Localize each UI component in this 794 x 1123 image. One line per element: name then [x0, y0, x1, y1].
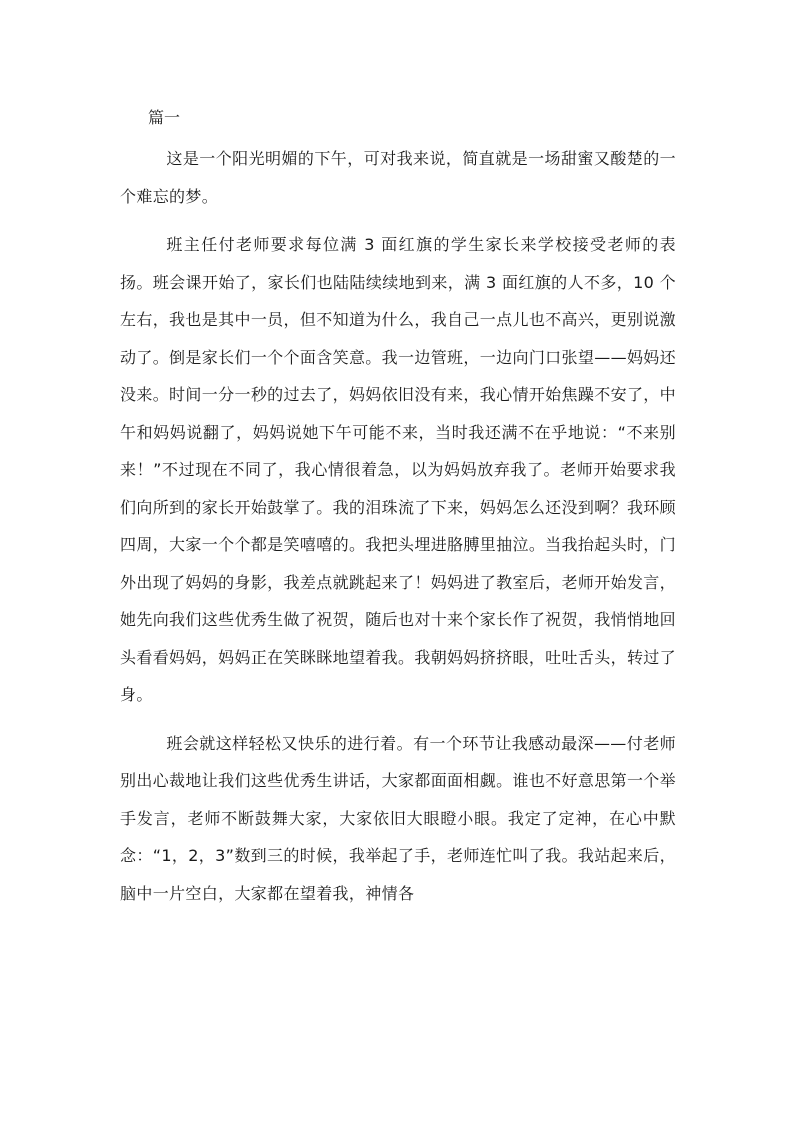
- paragraph-1: 这是一个阳光明媚的下午，可对我来说，简直就是一场甜蜜又酸楚的一个难忘的梦。: [120, 149, 676, 206]
- document-body: [120, 98, 676, 912]
- paragraph-3: 班会就这样轻松又快乐的进行着。有一个环节让我感动最深——付老师别出心裁地让我们这些优秀生讲话，大家都面面相觑。谁也不好意思第一个举手发言，老师不断鼓舞大家，大家依旧大眼瞪小眼。我定了定神，在心中默念：“1，2，3”数到三的时候，我举起了手，老师连忙叫了我。我站起来后，脑中一片空白，大家都在望着我，神情各: [120, 733, 676, 903]
- paragraph-2: 班主任付老师要求每位满 3 面红旗的学生家长来学校接受老师的表扬。班会课开始了，家长们也陆陆续续地到来，满 3 面红旗的人不多，10 个左右，我也是其中一员，但不知道为什么，我自己一点儿也不高兴，更别说激动了。倒是家长们一个个面含笑意。我一边管班，一边向门口张望——妈妈还没来。时间一分一秒的过去了，妈妈依旧没有来，我心情开始焦躁不安了，中午和妈妈说翻了，妈妈说她下午可能不来，当时我还满不在乎地说：“不来别来！”不过现在不同了，我心情很着急，以为妈妈放弃我了。老师开始要求我们向所到的家长开始鼓掌了。我的泪珠流了下来，妈妈怎么还没到啊？我环顾四周，大家一个个都是笑嘻嘻的。我把头埋进胳膊里抽泣。当我抬起头时，门外出现了妈妈的身影，我差点就跳起来了！妈妈进了教室后，老师开始发言，她先向我们这些优秀生做了祝贺，随后也对十来个家长作了祝贺，我悄悄地回头看看妈妈，妈妈正在笑眯眯地望着我。我朝妈妈挤挤眼，吐吐舌头，转过了身。: [120, 235, 676, 704]
- section-heading: 篇一: [148, 108, 181, 127]
